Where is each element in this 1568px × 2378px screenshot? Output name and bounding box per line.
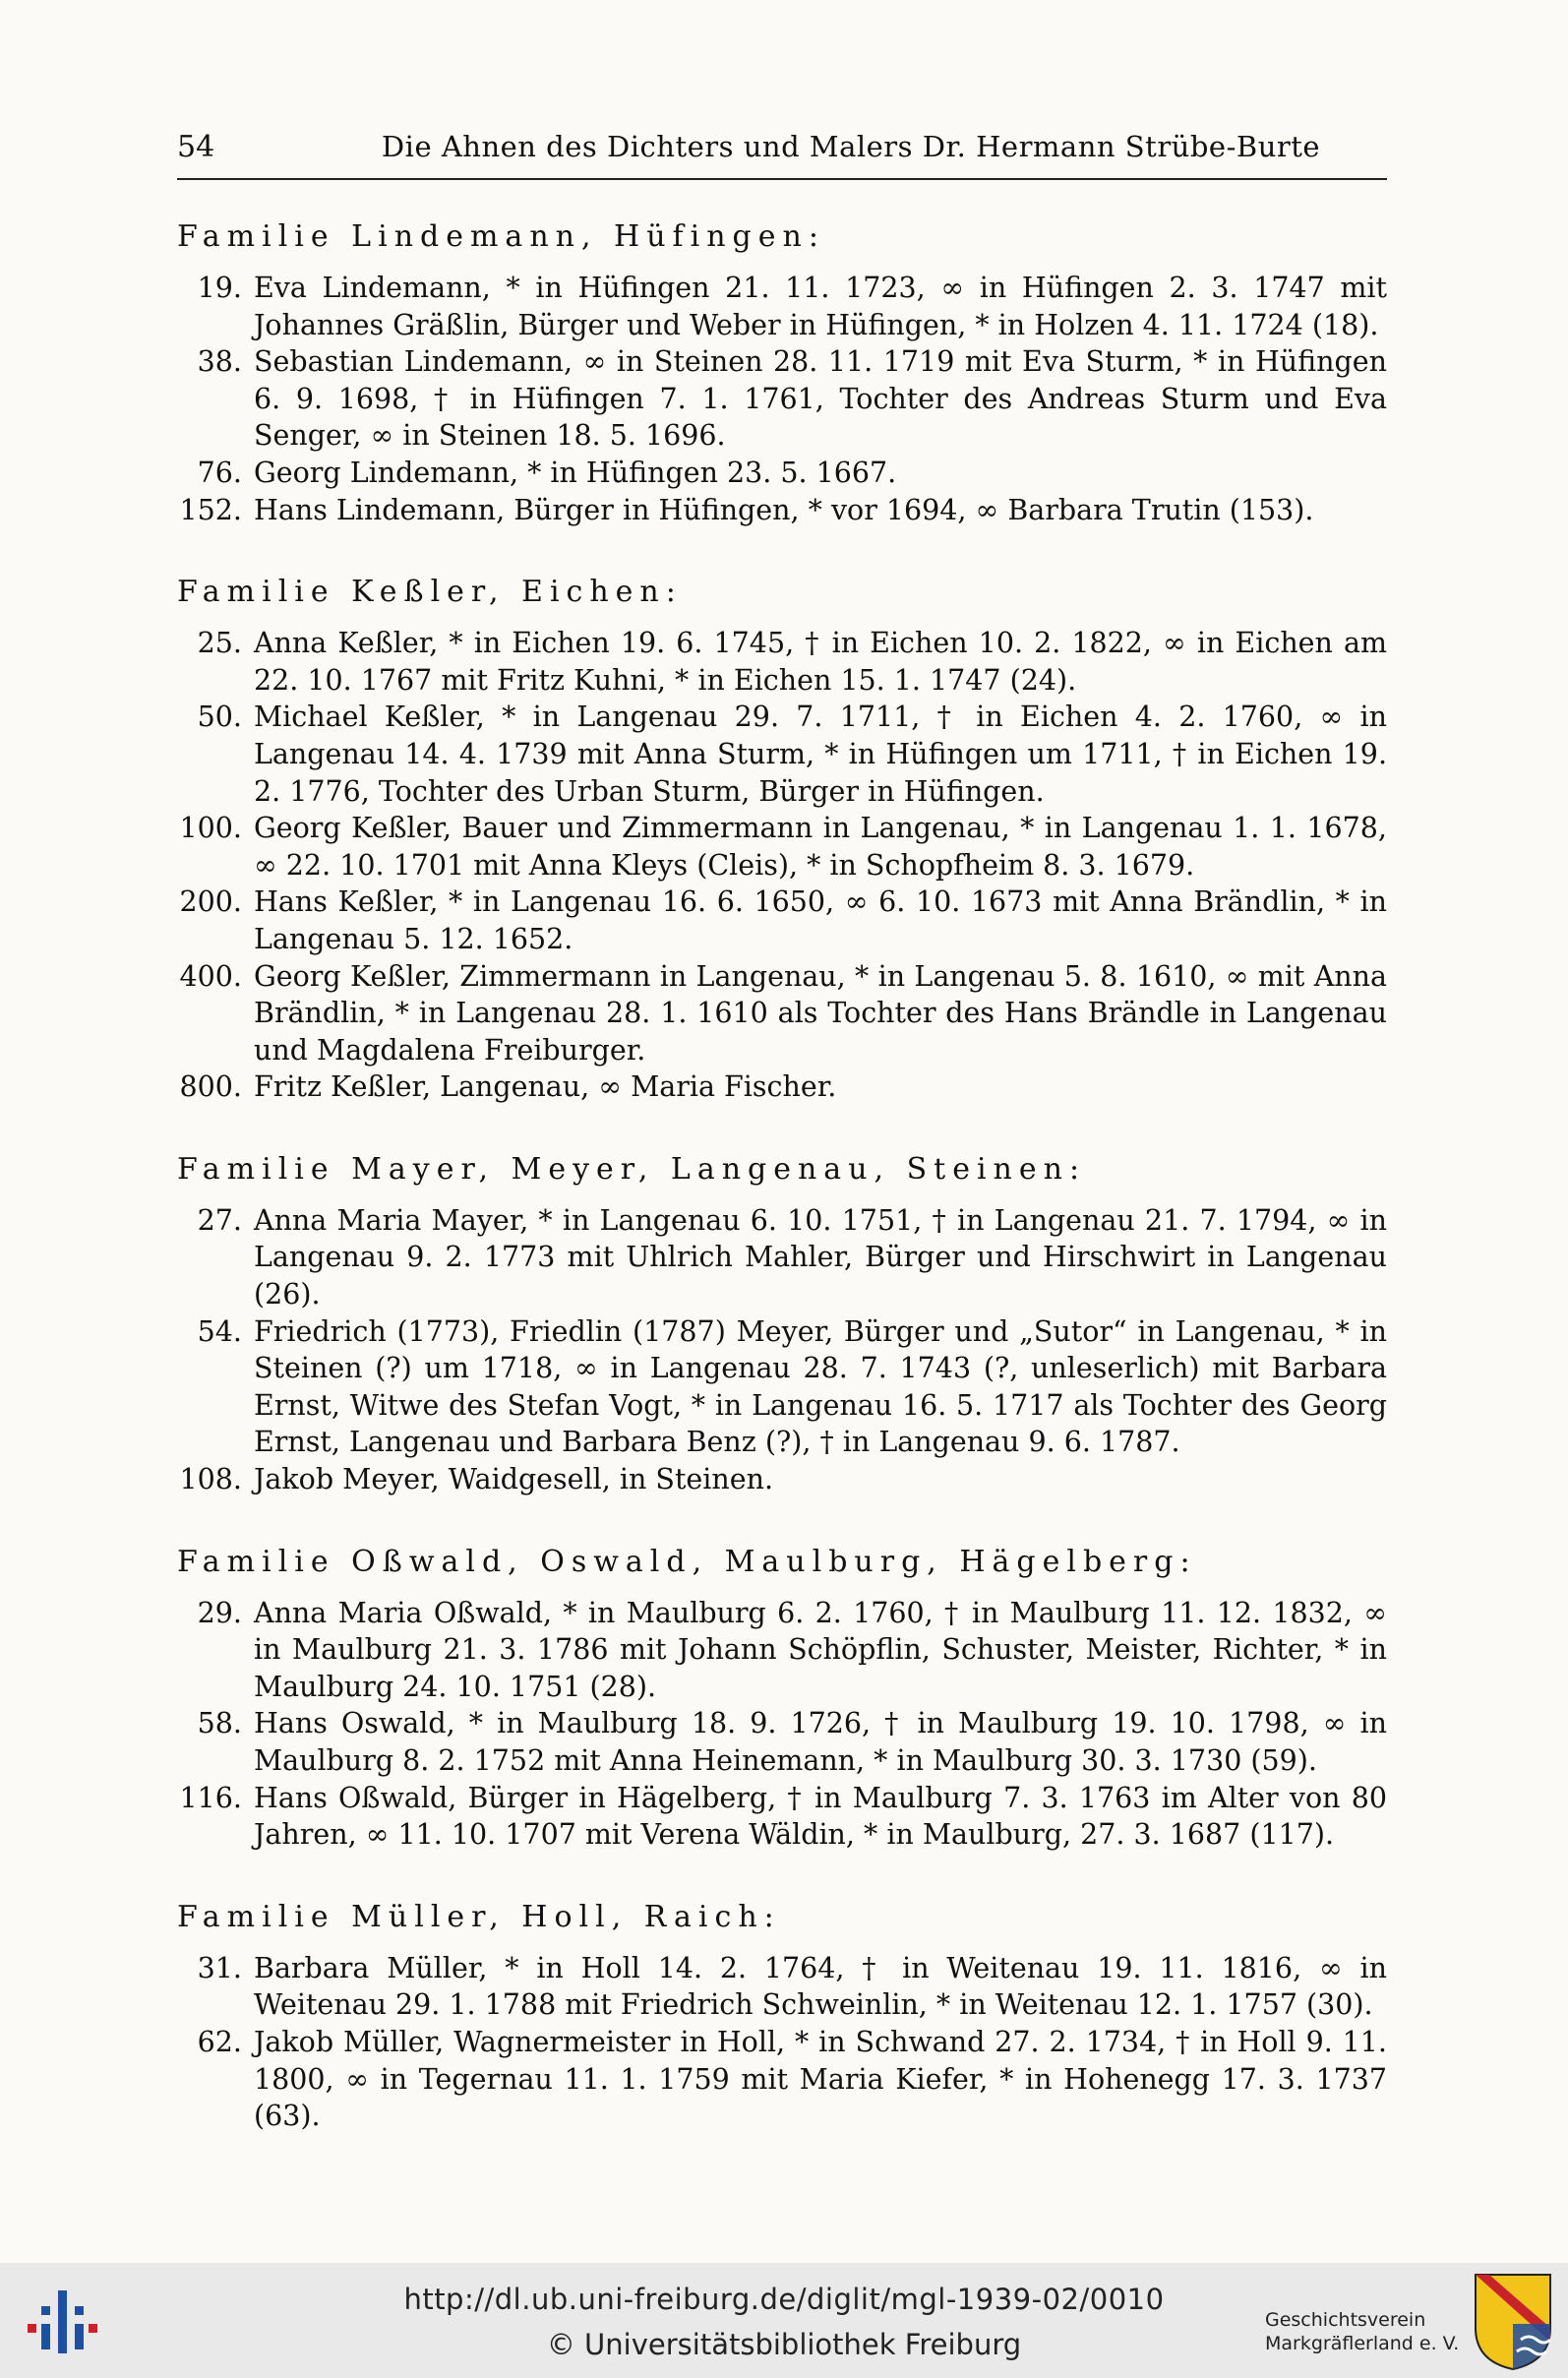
entry-number: 200. <box>179 885 242 919</box>
entry-text: Hans Keßler, * in Langenau 16. 6. 1650, ∞ 6. 10. 1673 mit Anna Brändlin, * in Langenau 5. 12. 1652. <box>254 885 1387 955</box>
ancestor-entry <box>177 1950 1387 2024</box>
ancestor-entry <box>177 1705 1387 1779</box>
entry-number: 108. <box>179 1463 242 1496</box>
entry-number: 31. <box>197 1951 242 1984</box>
family-heading: Familie Lindemann, Hüfingen: <box>177 219 825 254</box>
ancestor-entry <box>177 455 1387 492</box>
ancestor-entry <box>177 2024 1387 2135</box>
ancestor-entry <box>177 1202 1387 1313</box>
ancestor-entry <box>177 958 1387 1069</box>
entry-text: Anna Maria Mayer, * in Langenau 6. 10. 1751, † in Langenau 21. 7. 1794, ∞ in Langenau 9. 2. 1773 mit Uhlrich Mahler, Bürger und Hirschwirt in Langenau (26). <box>254 1203 1387 1311</box>
ancestor-entry <box>177 884 1387 957</box>
entry-number: 116. <box>179 1781 242 1814</box>
entry-number: 29. <box>197 1596 242 1629</box>
page-content <box>177 218 1387 2180</box>
ancestor-entry <box>177 270 1387 343</box>
document-url-link[interactable]: http://dl.ub.uni-freiburg.de/diglit/mgl-1939-02/0010 <box>403 2283 1165 2316</box>
family-section <box>177 574 1387 1106</box>
ancestor-entry <box>177 1780 1387 1854</box>
publisher-line: Geschichtsverein <box>1265 2309 1426 2331</box>
entry-text: Hans Lindemann, Bürger in Hüfingen, * vor 1694, ∞ Barbara Trutin (153). <box>254 493 1314 526</box>
entry-number: 19. <box>197 272 242 304</box>
entry-number: 58. <box>197 1707 242 1740</box>
ancestor-entry <box>177 625 1387 699</box>
family-section <box>177 1899 1387 2135</box>
entry-text: Barbara Müller, * in Holl 14. 2. 1764, † in Weitenau 19. 11. 1816, ∞ in Weitenau 29. 1. 1788 mit Friedrich Schweinlin, * in Weitenau 12. 1. 1757 (30). <box>254 1951 1387 2022</box>
ancestor-entry <box>177 1461 1387 1498</box>
entry-text: Anna Keßler, * in Eichen 19. 6. 1745, † in Eichen 10. 2. 1822, ∞ in Eichen am 22. 10. 1767 mit Fritz Kuhni, * in Eichen 15. 1. 1747 (24). <box>254 627 1387 697</box>
entry-number: 62. <box>197 2025 242 2058</box>
ancestor-entry <box>177 1313 1387 1461</box>
entry-text: Hans Oßwald, Bürger in Hägelberg, † in Maulburg 7. 3. 1763 im Alter von 80 Jahren, ∞ 11. 10. 1707 mit Verena Wäldin, * in Maulburg, 27. 3. 1687 (117). <box>254 1781 1387 1852</box>
copyright-notice: © Universitätsbibliothek Freiburg <box>546 2328 1022 2361</box>
ancestor-entry <box>177 1595 1387 1706</box>
publisher-name <box>1265 2308 1459 2355</box>
family-section <box>177 1544 1387 1854</box>
entry-number: 38. <box>197 345 242 379</box>
ancestor-entry <box>177 343 1387 455</box>
entry-number: 400. <box>179 959 242 993</box>
family-section <box>177 1151 1387 1498</box>
page-number: 54 <box>177 130 215 164</box>
entry-text: Friedrich (1773), Friedlin (1787) Meyer, Bürger und „Sutor“ in Langenau, * in Steinen (?) um 1718, ∞ in Langenau 28. 7. 1743 (?, unleserlich) mit Barbara Ernst, Witwe des Stefan Vogt, * in Langenau 16. 5. 1717 als Tochter des Georg Ernst, Langenau und Barbara Benz (?), † in Langenau 9. 6. 1787. <box>254 1314 1387 1459</box>
family-heading: Familie Mayer, Meyer, Langenau, Steinen: <box>177 1151 1087 1187</box>
page-header <box>177 130 1387 180</box>
ancestor-entry <box>177 492 1387 529</box>
entry-text: Michael Keßler, * in Langenau 29. 7. 1711, † in Eichen 4. 2. 1760, ∞ in Langenau 14. 4. 1739 mit Anna Sturm, * in Hüfingen um 1711, † in Eichen 19. 2. 1776, Tochter des Urban Sturm, Bürger in Hüfingen. <box>254 701 1387 808</box>
publisher-line: Markgräflerland e. V. <box>1265 2333 1460 2354</box>
entry-text: Jakob Müller, Wagnermeister in Holl, * in Schwand 27. 2. 1734, † in Holl 9. 11. 1800, ∞ in Tegernau 11. 1. 1759 mit Maria Kiefer, * in Hohenegg 17. 3. 1737 (63). <box>254 2025 1387 2133</box>
entry-number: 27. <box>197 1203 242 1237</box>
entry-text: Georg Lindemann, * in Hüfingen 23. 5. 1667. <box>254 456 897 489</box>
entry-text: Eva Lindemann, * in Hüfingen 21. 11. 1723, ∞ in Hüfingen 2. 3. 1747 mit Johannes Gräßlin, Bürger und Weber in Hüfingen, * in Holzen 4. 11. 1724 (18). <box>254 272 1387 341</box>
running-title: Die Ahnen des Dichters und Malers Dr. Hermann Strübe-Burte <box>381 130 1321 163</box>
ancestor-entry <box>177 1068 1387 1106</box>
family-heading: Familie Müller, Holl, Raich: <box>177 1899 781 1934</box>
viewer-footer <box>0 2263 1568 2378</box>
entry-number: 152. <box>179 493 242 526</box>
entry-text: Georg Keßler, Bauer und Zimmermann in Langenau, * in Langenau 1. 1. 1678, ∞ 22. 10. 1701 mit Anna Kleys (Cleis), * in Schopfheim 8. 3. 1679. <box>254 812 1387 882</box>
ancestor-entry <box>177 699 1387 810</box>
entry-text: Georg Keßler, Zimmermann in Langenau, * in Langenau 5. 8. 1610, ∞ mit Anna Brändlin, * in Langenau 28. 1. 1610 als Tochter des Hans Brändle in Langenau und Magdalena Freiburger. <box>254 959 1387 1067</box>
coat-of-arms-icon <box>1472 2271 1554 2371</box>
entry-number: 50. <box>197 701 242 734</box>
ancestor-entry <box>177 810 1387 884</box>
family-heading: Familie Oßwald, Oswald, Maulburg, Hägelberg: <box>177 1544 1197 1579</box>
entry-number: 100. <box>179 812 242 845</box>
entry-number: 25. <box>197 627 242 660</box>
family-heading: Familie Keßler, Eichen: <box>177 575 683 610</box>
entry-text: Sebastian Lindemann, ∞ in Steinen 28. 11. 1719 mit Eva Sturm, * in Hüfingen 6. 9. 1698, † in Hüfingen 7. 1. 1761, Tochter des Andreas Sturm und Eva Senger, ∞ in Steinen 18. 5. 1696. <box>254 345 1387 453</box>
entry-text: Anna Maria Oßwald, * in Maulburg 6. 2. 1760, † in Maulburg 11. 12. 1832, ∞ in Maulburg 21. 3. 1786 mit Johann Schöpflin, Schuster, Meister, Richter, * in Maulburg 24. 10. 1751 (28). <box>254 1596 1387 1703</box>
entry-text: Jakob Meyer, Waidgesell, in Steinen. <box>254 1463 774 1496</box>
family-section <box>177 218 1387 528</box>
entry-number: 800. <box>179 1070 242 1104</box>
entry-text: Fritz Keßler, Langenau, ∞ Maria Fischer. <box>254 1070 837 1104</box>
entry-number: 54. <box>197 1314 242 1348</box>
entry-text: Hans Oswald, * in Maulburg 18. 9. 1726, † in Maulburg 19. 10. 1798, ∞ in Maulburg 8. 2. 1752 mit Anna Heinemann, * in Maulburg 30. 3. 1730 (59). <box>254 1707 1387 1777</box>
entry-number: 76. <box>197 456 242 489</box>
